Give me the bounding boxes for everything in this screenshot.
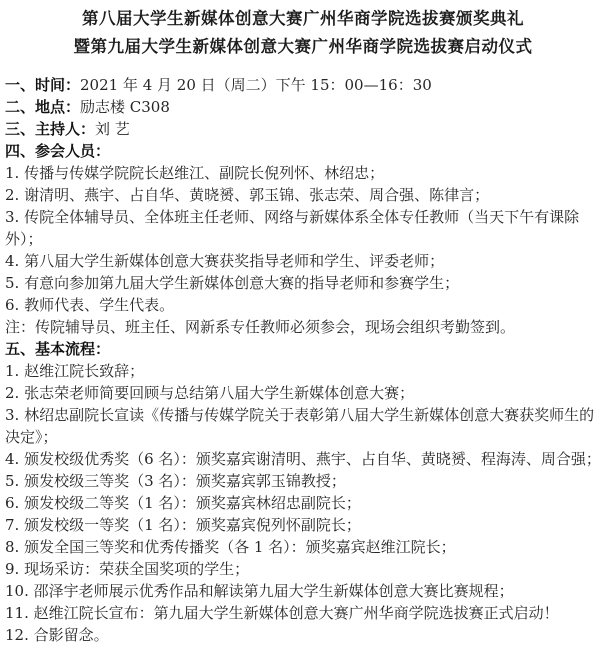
process-item-9: 9. 现场采访：荣获全国奖项的学生； xyxy=(5,560,250,578)
attendees-item-3: 3. 传院全体辅导员、全体班主任老师、网络与新媒体系全体专任教师（当天下午有课除外）； xyxy=(5,208,580,248)
attendees-heading: 四、参会人员： xyxy=(5,142,111,160)
process-item-3: 3. 林绍忠副院长宣读《传播与传媒学院关于表彰第八届大学生新媒体创意大赛获奖师生的决定》； xyxy=(5,406,595,446)
attendees-item-2: 2. 谢清明、燕宇、占自华、黄晓赟、郭玉锦、张志荣、周合强、陈律言； xyxy=(5,186,490,204)
process-item-10: 10. 邵泽宇老师展示优秀作品和解读第九届大学生新媒体创意大赛比赛规程； xyxy=(5,582,514,600)
attendees-item-6: 6. 教师代表、学生代表。 xyxy=(5,296,175,314)
attendees-item-5: 5. 有意向参加第九届大学生新媒体创意大赛的指导老师和参赛学生； xyxy=(5,274,460,292)
process-item-1: 1. 赵维江院长致辞； xyxy=(5,362,145,380)
info-value-time: 2021 年 4 月 20 日（周二）下午 15：00—16：30 xyxy=(80,76,432,94)
process-item-8: 8. 颁发全国三等奖和优秀传播奖（各 1 名）：颁奖嘉宾赵维江院长； xyxy=(5,538,456,556)
info-value-location: 励志楼 C308 xyxy=(80,98,170,116)
process-item-12: 12. 合影留念。 xyxy=(5,626,109,644)
process-item-4: 4. 颁发校级优秀奖（6 名）：颁奖嘉宾谢清明、燕宇、占自华、黄晓赟、程海涛、周合强； xyxy=(5,450,601,468)
process-item-7: 7. 颁发校级一等奖（1 名）：颁奖嘉宾倪列怀副院长； xyxy=(5,516,361,534)
process-item-6: 6. 颁发校级二等奖（1 名）：颁奖嘉宾林绍忠副院长； xyxy=(5,494,361,512)
process-item-5: 5. 颁发校级三等奖（3 名）：颁奖嘉宾郭玉锦教授； xyxy=(5,472,346,490)
process-heading: 五、基本流程： xyxy=(5,340,111,358)
info-label-location: 二、地点： xyxy=(5,98,81,116)
info-label-time: 一、时间： xyxy=(5,76,81,94)
title-line-2: 暨第九届大学生新媒体创意大赛广州华商学院选拔赛启动仪式 xyxy=(73,37,533,56)
info-label-host: 三、主持人： xyxy=(5,120,96,138)
title-line-1: 第八届大学生新媒体创意大赛广州华商学院选拔赛颁奖典礼 xyxy=(82,9,524,28)
info-row-time xyxy=(5,74,601,96)
info-row-host xyxy=(5,118,601,140)
attendees-note: 注：传院辅导员、班主任、网新系专任教师必须参会，现场会组织考勤签到。 xyxy=(5,318,516,336)
process-item-2: 2. 张志荣老师简要回顾与总结第八届大学生新媒体创意大赛； xyxy=(5,384,415,402)
document-title xyxy=(5,5,601,61)
attendees-item-4: 4. 第八届大学生新媒体创意大赛获奖指导老师和学生、评委老师； xyxy=(5,252,445,270)
process-item-11: 11. 赵维江院长宣布：第九届大学生新媒体创意大赛广州华商学院选拔赛正式启动！ xyxy=(5,604,559,622)
document-body xyxy=(5,74,601,646)
info-value-host: 刘 艺 xyxy=(95,120,130,138)
attendees-item-1: 1. 传播与传媒学院院长赵维江、副院长倪列怀、林绍忠； xyxy=(5,164,385,182)
info-row-location xyxy=(5,96,601,118)
